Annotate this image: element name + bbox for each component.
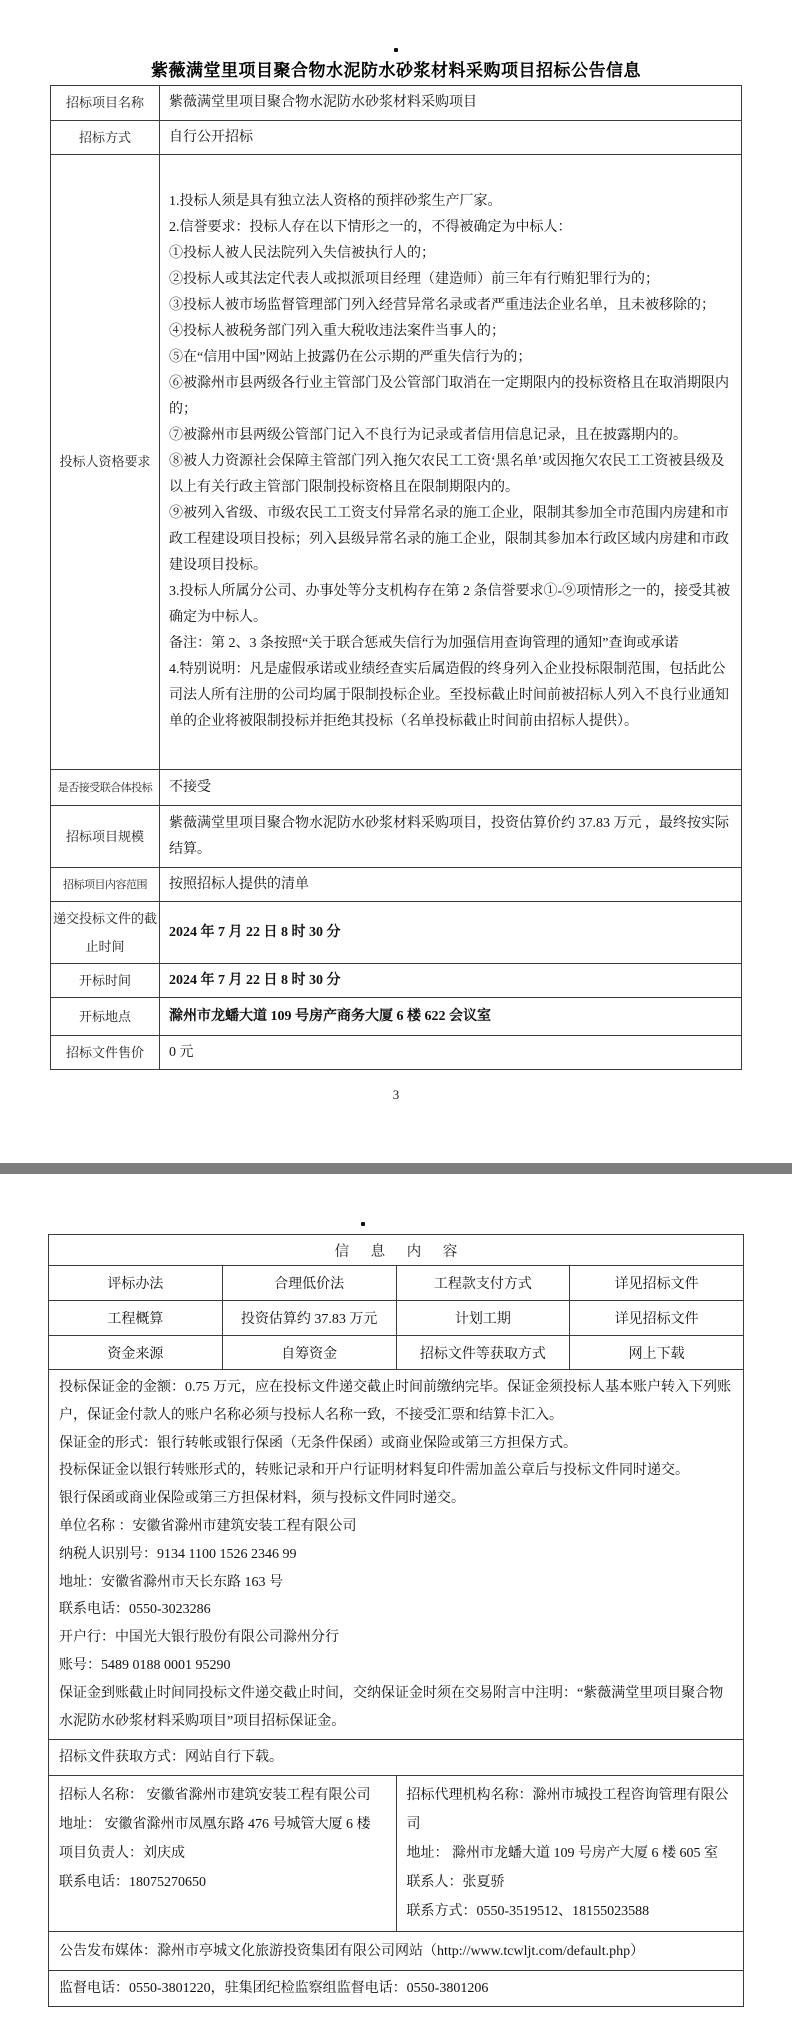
row-label: 招标项目内容范围 bbox=[51, 868, 160, 902]
table-row bbox=[51, 86, 742, 121]
table-row bbox=[51, 868, 742, 902]
table-row bbox=[49, 1336, 744, 1370]
row-label: 招标项目名称 bbox=[51, 86, 160, 121]
table-row-contacts bbox=[49, 1776, 744, 1932]
deposit-line: 单位名称 ：安徽省滁州市建筑安装工程有限公司 bbox=[59, 1518, 357, 1534]
dot-icon bbox=[394, 48, 398, 52]
cell-value: 网上下载 bbox=[570, 1336, 744, 1370]
cell-label: 工程款支付方式 bbox=[396, 1266, 570, 1301]
row-value: 按照招标人提供的清单 bbox=[160, 868, 742, 902]
table-row-deposit bbox=[49, 1370, 744, 1740]
cell-label: 招标文件等获取方式 bbox=[396, 1336, 570, 1370]
requirement-line: ②投标人或其法定代表人或拟派项目经理（建造师）前三年有行贿犯罪行为的； bbox=[169, 272, 659, 287]
deposit-line: 保证金的形式：银行转帐或银行保函（无条件保函）或商业保险或第三方担保方式。 bbox=[59, 1435, 577, 1451]
requirement-line: 3.投标人所属分公司、办事处等分支机构存在第 2 条信誉要求①-⑨项情形之一的，接受其被确定为中标人。 bbox=[169, 584, 731, 625]
agency-cell bbox=[396, 1776, 744, 1932]
agency-contact: 联系人：张夏骄 bbox=[406, 1875, 505, 1891]
row-value: 紫薇满堂里项目聚合物水泥防水砂浆材料采购项目 bbox=[160, 86, 742, 121]
row-value: 自行公开招标 bbox=[160, 121, 742, 155]
deposit-line: 纳税人识别号：9134 1100 1526 2346 99 bbox=[59, 1546, 297, 1562]
agency-phone: 联系方式：0550-3519512、18155023588 bbox=[406, 1904, 650, 1920]
deposit-line: 银行保函或商业保险或第三方担保材料，须与投标文件同时递交。 bbox=[59, 1491, 465, 1507]
tender-announcement-table bbox=[50, 85, 742, 1070]
row-label: 招标方式 bbox=[51, 121, 160, 155]
row-value bbox=[160, 155, 742, 770]
row-label: 招标项目规模 bbox=[51, 806, 160, 868]
table-row bbox=[51, 770, 742, 806]
page1-artifact-dot-row bbox=[0, 46, 792, 54]
tenderer-phone: 联系电话：18075270650 bbox=[59, 1875, 206, 1891]
table-row bbox=[49, 1932, 744, 1971]
requirement-line: ⑦被滁州市县两级公管部门记入不良行为记录或者信用信息记录，且在披露期内的。 bbox=[169, 428, 687, 443]
cell-value: 投资估算约 37.83 万元 bbox=[222, 1301, 396, 1336]
tenderer-manager: 项目负责人：刘庆成 bbox=[59, 1846, 185, 1862]
deposit-info-cell bbox=[49, 1370, 744, 1740]
table-row bbox=[51, 902, 742, 964]
requirement-line: ①投标人被人民法院列入失信被执行人的； bbox=[169, 246, 435, 261]
deposit-line: 投标保证金以银行转账形式的，转账记录和开户行证明材料复印件需加盖公章后与投标文件同时递交。 bbox=[59, 1463, 689, 1479]
row-value: 2024 年 7 月 22 日 8 时 30 分 bbox=[160, 902, 742, 964]
tenderer-cell bbox=[49, 1776, 397, 1932]
requirement-line: ⑤在“信用中国”网站上披露仍在公示期的严重失信行为的； bbox=[169, 350, 532, 365]
requirement-line: ⑥被滁州市县两级各行业主管部门及公管部门取消在一定期限内的投标资格且在取消期限内的； bbox=[169, 376, 729, 417]
tenderer-address: 地址： 安徽省滁州市凤凰东路 476 号城管大厦 6 楼 bbox=[59, 1817, 371, 1833]
cell-label: 工程概算 bbox=[49, 1301, 223, 1336]
requirement-line: ③投标人被市场监督管理部门列入经营异常名录或者严重违法企业名单，且未被移除的； bbox=[169, 298, 715, 313]
table-row-qualifications bbox=[51, 155, 742, 770]
page-title: 紫薇满堂里项目聚合物水泥防水砂浆材料采购项目招标公告信息 bbox=[151, 61, 641, 80]
tenderer-name: 招标人名称： 安徽省滁州市建筑安装工程有限公司 bbox=[59, 1788, 371, 1804]
row-label: 投标人资格要求 bbox=[51, 155, 160, 770]
page-number: 3 bbox=[392, 1087, 400, 1102]
cell-label: 资金来源 bbox=[49, 1336, 223, 1370]
row-value: 0 元 bbox=[160, 1036, 742, 1070]
requirement-line: 4.特别说明：凡是虚假承诺或业绩经查实后属造假的终身列入企业投标限制范围，包括此公司法人所有注册的公司均属于限制投标企业。至投标截止时间前被招标人列入不良行业通知单的企业将被限制投标并拒绝其投标（名单投标截止时间前由招标人提供）。 bbox=[169, 662, 729, 729]
row-label: 递交投标文件的截止时间 bbox=[51, 902, 160, 964]
cell-label: 计划工期 bbox=[396, 1301, 570, 1336]
requirement-line: 备注：第 2、3 条按照“关于联合惩戒失信行为加强信用查询管理的通知”查询或承诺 bbox=[169, 636, 679, 651]
info-table-title: 信 息 内 容 bbox=[49, 1235, 744, 1266]
requirement-line: ⑨被列入省级、市级农民工工资支付异常名录的施工企业，限制其参加全市范围内房建和市政工程建设项目投标；列入县级异常名录的施工企业，限制其参加本行政区域内房建和市政建设项目投标。 bbox=[169, 506, 729, 573]
deposit-line: 账号：5489 0188 0001 95290 bbox=[59, 1657, 231, 1673]
supervise-phone-cell: 监督电话：0550-3801220，驻集团纪检监察组监督电话：0550-3801206 bbox=[49, 1971, 744, 2007]
table-row bbox=[51, 806, 742, 868]
media-cell: 公告发布媒体：滁州市亭城文化旅游投资集团有限公司网站（http://www.tcwljt.com/default.php） bbox=[49, 1932, 744, 1971]
row-value: 不接受 bbox=[160, 770, 742, 806]
table-row bbox=[51, 1036, 742, 1070]
cell-label: 评标办法 bbox=[49, 1266, 223, 1301]
table-row bbox=[49, 1301, 744, 1336]
row-value: 2024 年 7 月 22 日 8 时 30 分 bbox=[160, 964, 742, 998]
deposit-line: 开户行：中国光大银行股份有限公司滁州分行 bbox=[59, 1630, 339, 1646]
dot-icon bbox=[361, 1222, 365, 1226]
deposit-line: 地址：安徽省滁州市天长东路 163 号 bbox=[59, 1574, 283, 1590]
deposit-line: 保证金到账截止时间同投标文件递交截止时间，交纳保证金时须在交易附言中注明：“紫薇满堂里项目聚合物水泥防水砂浆材料采购项目”项目招标保证金。 bbox=[59, 1685, 724, 1729]
table-header-row bbox=[49, 1235, 744, 1266]
info-content-table bbox=[48, 1234, 744, 2007]
page2-artifact-dot-row bbox=[0, 1220, 792, 1228]
obtain-method-cell: 招标文件获取方式：网站自行下载。 bbox=[49, 1740, 744, 1776]
cell-value: 合理低价法 bbox=[222, 1266, 396, 1301]
table-row bbox=[49, 1266, 744, 1301]
page-separator-band bbox=[0, 1163, 792, 1174]
cell-value: 详见招标文件 bbox=[570, 1266, 744, 1301]
top-margin bbox=[0, 0, 792, 46]
requirement-line: ④投标人被税务部门列入重大税收违法案件当事人的； bbox=[169, 324, 505, 339]
requirement-line: 2.信誉要求：投标人存在以下情形之一的，不得被确定为中标人： bbox=[169, 220, 572, 235]
cell-value: 自筹资金 bbox=[222, 1336, 396, 1370]
table-row bbox=[51, 121, 742, 155]
table-row bbox=[51, 998, 742, 1036]
row-label: 招标文件售价 bbox=[51, 1036, 160, 1070]
deposit-line: 投标保证金的金额：0.75 万元，应在投标文件递交截止时间前缴纳完毕。保证金须投标人基本账户转入下列账户，保证金付款人的账户名称必须与投标人名称一致，不接受汇票和结算卡汇入。 bbox=[59, 1380, 731, 1423]
row-label: 开标地点 bbox=[51, 998, 160, 1036]
requirement-line: 1.投标人须是具有独立法人资格的预拌砂浆生产厂家。 bbox=[169, 194, 502, 209]
agency-name: 招标代理机构名称：滁州市城投工程咨询管理有限公司 bbox=[406, 1788, 729, 1833]
cell-value: 详见招标文件 bbox=[570, 1301, 744, 1336]
table-row bbox=[49, 1740, 744, 1776]
row-label: 开标时间 bbox=[51, 964, 160, 998]
table-row bbox=[49, 1971, 744, 2007]
agency-address: 地址： 滁州市龙蟠大道 109 号房产大厦 6 楼 605 室 bbox=[406, 1846, 718, 1862]
table-row bbox=[51, 964, 742, 998]
row-value: 紫薇满堂里项目聚合物水泥防水砂浆材料采购项目，投资估算价约 37.83 万元 ，最终按实际结算。 bbox=[160, 806, 742, 868]
deposit-line: 联系电话：0550-3023286 bbox=[59, 1602, 211, 1618]
requirement-line: ⑧被人力资源社会保障主管部门列入拖欠农民工工资‘黑名单’或因拖欠农民工工资被县级及以上有关行政主管部门限制投标资格且在限制期限内的。 bbox=[169, 454, 725, 495]
row-value: 滁州市龙蟠大道 109 号房产商务大厦 6 楼 622 会议室 bbox=[160, 998, 742, 1036]
row-label: 是否接受联合体投标 bbox=[51, 770, 160, 806]
